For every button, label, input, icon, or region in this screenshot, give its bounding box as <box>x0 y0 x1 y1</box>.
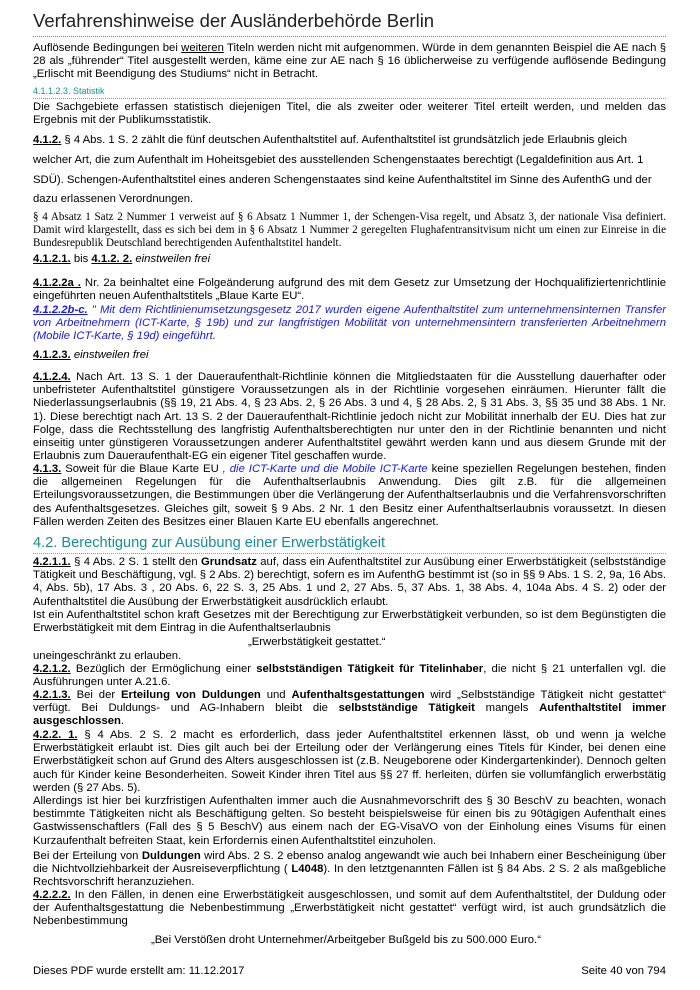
page-title: Verfahrenshinweise der Ausländerbehörde Berlin <box>33 10 666 37</box>
paragraph: uneingeschränkt zu erlauben. <box>33 650 182 662</box>
paragraph: Auflösende Bedingungen bei weiteren Titeln werden nicht mit aufgenommen. Würde in dem genannten Beispiel die AE nach § 28 als „führender“ Titel ausgestellt werden, käme eine zur AE nach § 16 üblicherweise zu verfügende auflösende Bedingung „Erlischt mit Beendigung des Studiums“ nicht in Betracht. <box>33 42 666 81</box>
paragraph-4-2-1-3: 4.2.1.3. Bei der Erteilung von Duldungen und Aufenthaltsgestattungen wird „Selbstständige Tätigkeit nicht gestattet“ verfügt. Bei Duldungs- und AG-Inhabern bleibt die selbstständige Tätigkeit mangels Aufenthaltstitel immer ausgeschlossen. <box>33 689 666 728</box>
quote-erwerbstaetigkeit-gestattet: „Erwerbstätigkeit gestattet.“ <box>248 636 386 648</box>
paragraph-4-1-2-1: 4.1.2.1. bis 4.1.2. 2. einstweilen frei <box>33 253 211 265</box>
section-heading-statistik: 4.1.1.2.3. Statistik <box>33 86 666 99</box>
paragraph: Die Sachgebiete erfassen statistisch diejenigen Titel, die als zweiter oder weiterer Titel erteilt werden, und melden das Ergebnis mit der Publikumsstatistik. <box>33 101 666 127</box>
footer-page-number: Seite 40 von 794 <box>581 965 666 977</box>
paragraph-4-2-1-2: 4.2.1.2. Bezüglich der Ermöglichung einer selbstständigen Tätigkeit für Titelinhaber, die nicht § 21 unterfallen vgl. die Ausführungen unter A.21.6. <box>33 663 666 689</box>
paragraph-4-1-2: 4.1.2. § 4 Abs. 1 S. 2 zählt die fünf deutschen Aufenthaltstitel auf. Aufenthaltstitel ist grundsätzlich jede Erlaubnis gleich welcher Art, die zum Aufenthalt im Hoheitsgebiet des ausstellenden Schengenstaates berechtigt (Legaldefinition aus Art. 1 SDÜ). Schengen-Aufenthaltstitel eines anderen Schengenstaates sind keine Aufenthaltstitel im Sinne des AufenthG und der dazu erlassenen Verordnungen. <box>33 134 652 206</box>
paragraph: § 4 Absatz 1 Satz 2 Nummer 1 verweist auf § 6 Absatz 1 Nummer 1, der Schengen-Visa regelt, und Absatz 3, der nationale Visa definiert. Damit wird klargestellt, dass es sich bei dem in § 6 Absatz 1 Nummer 2 geregelten Flughafentransitvisum nicht um einen zur Einreise in die Bundesrepublik Deutschland berechtigenden Aufenthaltstitel handelt. <box>33 211 666 250</box>
paragraph: Bei der Erteilung von Duldungen wird Abs. 2 S. 2 ebenso analog angewandt wie auch bei Inhabern einer Bescheinigung über die Nichtvollziehbarkeit der Ausreiseverpflichtung ( L4048). In den letztgenannten Fällen ist § 84 Abs. 2 S. 2 als maßgebliche Rechtsvorschrift heranzuziehen. <box>33 850 667 889</box>
page-footer <box>33 965 666 977</box>
paragraph-4-1-2-2b-c: 4.1.2.2b-c. " Mit dem Richtlinienumsetzungsgesetz 2017 wurden eigene Aufenthaltstitel zum unternehmensinternen Transfer von Arbeitnehmern (ICT-Karte, § 19b) und zur langfristigen Mobilität von unternehmensintern transferierten Arbeitnehmern (Mobile ICT-Karte, § 19d) eingeführt. <box>33 304 666 343</box>
footer-created-date: Dieses PDF wurde erstellt am: 11.12.2017 <box>33 965 245 977</box>
paragraph-4-1-2-4: 4.1.2.4. Nach Art. 13 S. 1 der Daueraufenthalt-Richtlinie können die Mitgliedstaaten für die Ausstellung dauerhafter oder unbefristeter Aufenthaltstitel günstigere Voraussetzungen als in der Richtlinie vorgesehen einräumen. Hierunter fällt die Niederlassungserlaubnis (§§ 19, 21 Abs. 4, § 23 Abs. 2, § 26 Abs. 3 und 4, § 28 Abs. 2, § 31 Abs. 3, §§ 35 und 38 Abs. 1 Nr. 1). Diese berechtigt nach Art. 13 S. 2 der Daueraufenthalt-Richtlinie jedoch nicht zur Mobilität innerhalb der EU. Dies hat zur Folge, dass die Rechtsstellung des langfristig Aufenthaltsberechtigten nur unter den in der Richtlinie benannten und nicht einseitig unter günstigeren Voraussetzungen anderer Aufenthaltstitel gewährt werden kann und aus diesem Grunde mit der Erlaubnis zum Daueraufenthalt-EG ein eigener Titel geschaffen wurde. <box>33 371 666 463</box>
paragraph: Ist ein Aufenthaltstitel schon kraft Gesetzes mit der Berechtigung zur Erwerbstätigkeit verbunden, so ist dem Begünstigten die Erwerbstätigkeit mit dem Eintrag in die Aufenthaltserlaubnis <box>33 609 666 635</box>
paragraph: Allerdings ist hier bei kurzfristigen Aufenthalten immer auch die Ausnahmevorschrift des § 30 BeschV zu beachten, wonach bestimmte Tätigkeiten nicht als Beschäftigung gelten. So besteht beispielsweise für einen bis zu 90tägigen Aufenthalt eines Gastwissenschaftlers (Fall des § 5 BeschV) aus einem nach der EG-VisaVO von der Einholung eines Visums für einen Kurzaufenthalt befreiten Staat, kein Erfordernis einen Aufenthaltstitel einzuholen. <box>33 795 666 847</box>
section-heading-4-2: 4.2. Berechtigung zur Ausübung einer Erwerbstätigkeit <box>33 535 666 554</box>
paragraph-4-1-2-3: 4.1.2.3. einstweilen frei <box>33 349 149 361</box>
paragraph-4-2-2-2: 4.2.2.2. In den Fällen, in denen eine Erwerbstätigkeit ausgeschlossen, und somit auf dem Aufenthaltstitel, der Duldung oder der Aufenthaltsgestattung die Nebenbestimmung „Erwerbstätigkeit nicht gestattet“ verfügt wird, ist auch grundsätzlich die Nebenbestimmung <box>33 889 666 928</box>
paragraph-4-1-3: 4.1.3. Soweit für die Blaue Karte EU , die ICT-Karte und die Mobile ICT-Karte keine speziellen Regelungen bestehen, finden die allgemeinen Regelungen für die Aufenthaltserlaubnis Anwendung. Dies gilt z.B. für die allgemeinen Erteilungsvoraussetzungen, die Bestimmungen über die Verlängerung der Aufenthaltserlaubnis und die Verfahrensvorschriften des Aufenthaltsgesetzes. Gleiches gilt, soweit § 9 Abs. 2 Nr. 1 den Besitz einer Aufenthaltserlaubnis voraussetzt. In diesen Fällen werden Zeiten des Besitzes einer Blauen Karte EU ebenfalls angerechnet. <box>33 463 666 528</box>
paragraph-4-2-2-1: 4.2.2. 1. § 4 Abs. 2 S. 2 macht es erforderlich, dass jeder Aufenthaltstitel erkennen lässt, ob und wenn ja welche Erwerbstätigkeit erlaubt ist. Dies gilt auch bei der Erteilung oder der Verlängerung eines Titels für Kinder, bei denen eine Erwerbstätigkeit schon auf Grund des Alters ausgeschlossen ist (z.B. Neugeborene oder Kindergartenkinder). Dennoch gelten auch für Kinder keine Besonderheiten. Soweit Kinder ihren Titel aus §§ 27 ff. herleiten, dürfen sie vollumfänglich erwerbstätig werden (§ 27 Abs. 5). <box>33 729 666 794</box>
paragraph-4-2-1-1: 4.2.1.1. § 4 Abs. 2 S. 1 stellt den Grundsatz auf, dass ein Aufenthaltstitel zur Ausübung einer Erwerbstätigkeit (selbstständige Tätigkeit und Beschäftigung, vgl. § 2 Abs. 2) berechtigt, sofern es im AufenthG bestimmt ist (so in §§ 9 Abs. 1 S. 2, 9a, 16 Abs. 4, Abs. 5b), 17 Abs. 3 , 20 Abs. 6, 22 S. 3, 25 Abs. 1 und 2, 27 Abs. 5, 37 Abs. 1, 38 Abs. 4, 104a Abs. 4 S. 2) oder der Aufenthaltstitel die Ausübung der Erwerbstätigkeit ausdrücklich erlaubt. <box>33 556 666 608</box>
paragraph-4-1-2-2a: 4.1.2.2a . Nr. 2a beinhaltet eine Folgeänderung aufgrund des mit dem Gesetz zur Umsetzung der Hochqualifiziertenrichtlinie eingeführten neuen Aufenthaltstitels „Blaue Karte EU“. <box>33 277 666 303</box>
quote-bussgeld: „Bei Verstößen droht Unternehmer/Arbeitgeber Bußgeld bis zu 500.000 Euro.“ <box>151 934 541 946</box>
